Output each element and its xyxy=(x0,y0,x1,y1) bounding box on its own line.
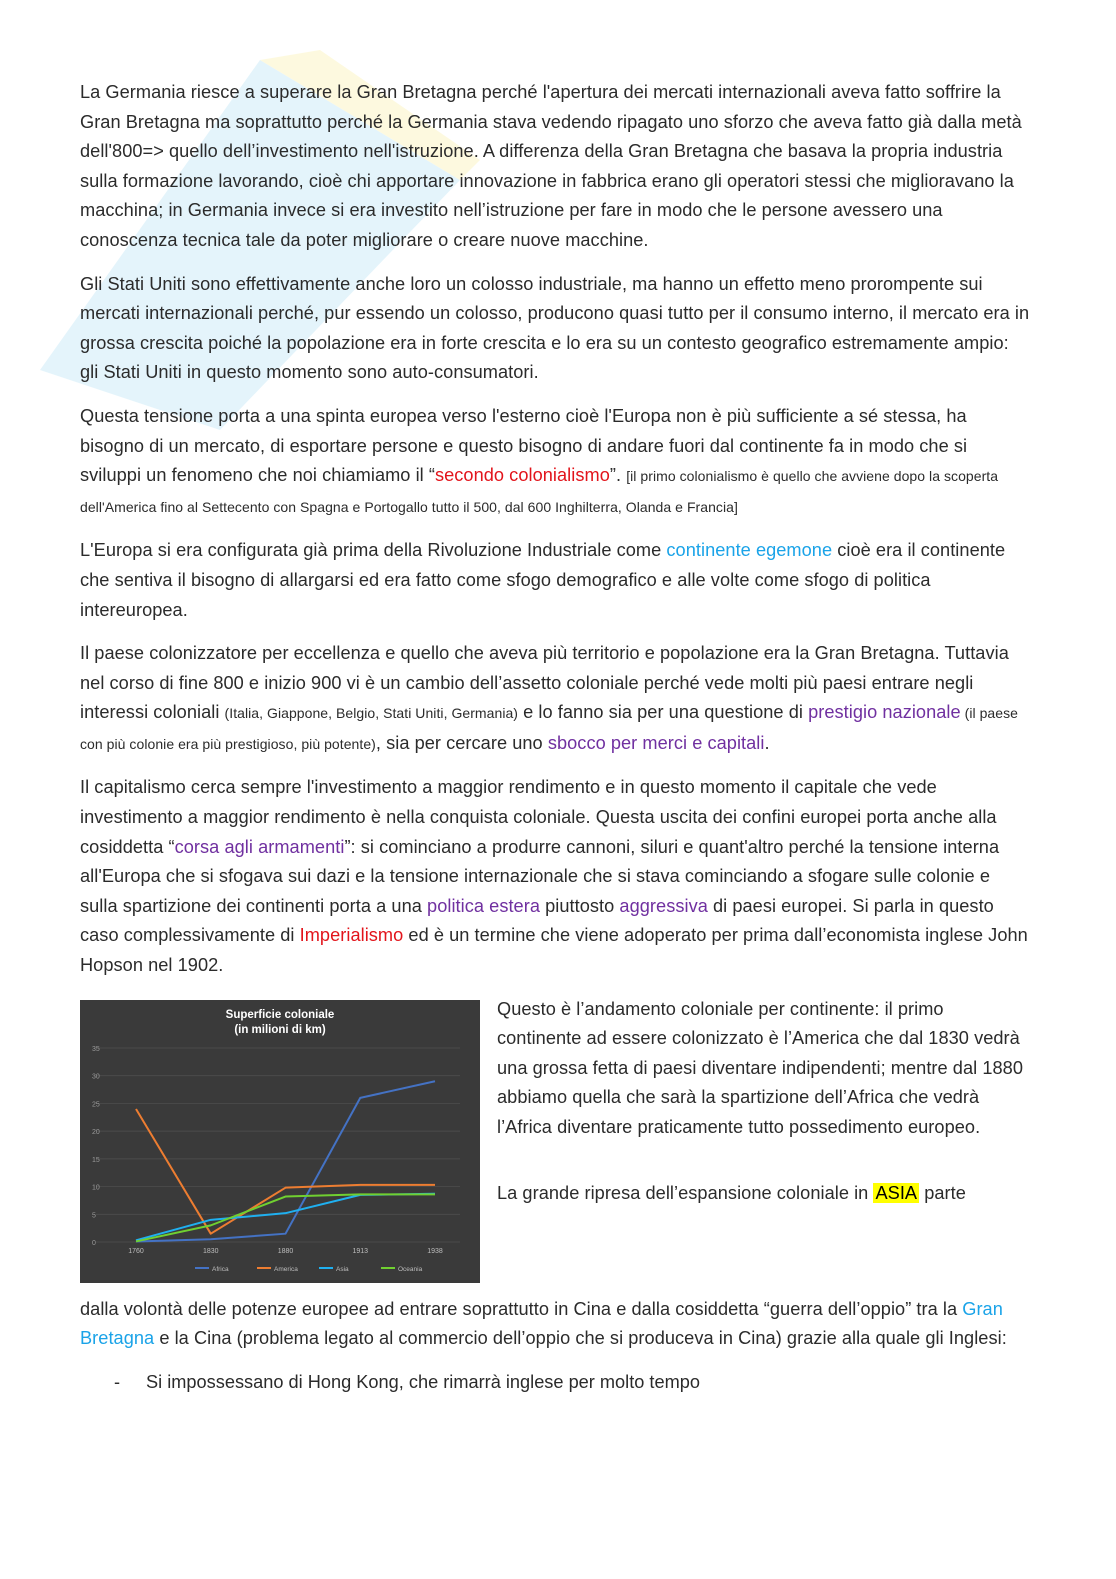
paragraph-germania: La Germania riesce a superare la Gran Bretagna perché l'apertura dei mercati internazionali aveva fatto soffrire la Gran Bretagna ma soprattutto perché la Germania stava vedendo ripagato uno sforzo che aveva fatto già dalla metà dell'800=> quello dell’investimento nell'istruzione. A differenza della Gran Bretagna che basava la propria industria sulla formazione lavorando, cioè chi apportare innovazione in fabbrica erano gli operatori stessi che miglioravano la macchina; in Germania invece si era investito nell’istruzione per fare in modo che le persone avessero una conoscenza tecnica tale da poter migliorare o creare nuove macchine. xyxy=(80,82,1022,250)
bullet-text: Si impossessano di Hong Kong, che rimarrà inglese per molto tempo xyxy=(146,1371,700,1392)
chart-subtitle: (in milioni di km) xyxy=(234,1023,326,1036)
legend-label: America xyxy=(274,1265,298,1273)
chart-svg xyxy=(80,1000,480,1283)
paragraph-paese-colonizzatore: Il paese colonizzatore per eccellenza e quello che aveva più territorio e popolazione era la Gran Bretagna. Tuttavia nel corso di fine 800 e inizio 900 vi è un cambio dell’assetto coloniale perché vede molti più paesi entrare negli interessi coloniali (Italia, Giappone, Belgio, Stati Uniti, Germania) e lo fanno sia per una questione di prestigio nazionale (il paese con più colonie era più prestigioso, più potente), sia per cercare uno sbocco per merci e capitali. xyxy=(80,643,1018,753)
x-tick-label: 1830 xyxy=(202,1247,219,1255)
highlight-secondo-colonialismo: secondo colonialismo xyxy=(434,465,610,486)
highlight-corsa-armamenti: corsa agli armamenti xyxy=(174,836,345,857)
paragraph-guerra-oppio: dalla volontà delle potenze europee ad entrare soprattutto in Cina e dalla cosiddetta “guerra dell’oppio” tra la Gran Bretagna e la Cina (problema legato al commercio dell’oppio che si produceva in Cina) grazie alla quale gli Inglesi: xyxy=(80,1298,1007,1349)
paragraph-asia-start: La grande ripresa dell’espansione coloniale in ASIA parte xyxy=(497,1182,966,1203)
x-tick-label: 1913 xyxy=(352,1247,369,1255)
paragraph-andamento-coloniale: Questo è l’andamento coloniale per continente: il primo continente ad essere colonizzato è l’America che dal 1830 vedrà una grossa fetta di paesi diventare indipendenti; mentre dal 1880 abbiamo quella che sarà la spartizione dell’Africa che vedrà l’Africa diventare praticamente tutto possedimento europeo. xyxy=(497,998,1023,1137)
highlight-politica-estera: politica estera xyxy=(427,895,540,916)
highlight-gran-bretagna: Gran Bretagna xyxy=(80,1298,1003,1349)
x-tick-label: 1880 xyxy=(277,1247,294,1255)
y-tick-label: 10 xyxy=(92,1184,100,1192)
chart-legend xyxy=(195,1266,423,1273)
note-primo-colonialismo: [il primo colonialismo è quello che avviene dopo la scoperta dell'America fino al Settecento con Spagna e Portogallo tutto il 500, dal 600 Inghilterra, Olanda e Francia] xyxy=(80,468,999,515)
document-page xyxy=(80,78,1030,1397)
x-tick-label: 1938 xyxy=(427,1247,443,1255)
highlight-asia: ASIA xyxy=(875,1182,918,1203)
paragraph-capitalismo: Il capitalismo cerca sempre l'investimento a maggior rendimento e in questo momento il capitale che vede investimento a maggior rendimento è nella conquista coloniale. Questa uscita dei confini europei porta anche alla cosiddetta “corsa agli armamenti”: si cominciano a produrre cannoni, siluri e quant'altro perché la tensione interna all'Europa che si sfogava sui dazi e la tensione internazionale che si stava cominciando a sfogare sulle colonie e sulla spartizione dei continenti porta a una politica estera piuttosto aggressiva di paesi europei. Si parla in questo caso complessivamente di Imperialismo ed è un termine che viene adoperato per prima dall’economista inglese John Hopson nel 1902. xyxy=(80,777,1028,976)
paragraph-continente-egemone: L'Europa si era configurata già prima della Rivoluzione Industriale come continente egemone cioè era il continente che sentiva il bisogno di allargarsi ed era fatto come sfogo demografico e alle volte come sfogo di politica intereuropea. xyxy=(80,540,1006,620)
y-tick-label: 0 xyxy=(92,1239,96,1247)
chart-lines xyxy=(136,1081,435,1241)
x-tick-label: 1760 xyxy=(128,1247,144,1255)
series-line-america xyxy=(136,1109,435,1234)
y-tick-label: 30 xyxy=(92,1073,100,1081)
chart-superficie-coloniale xyxy=(80,1000,480,1283)
chart-x-axis xyxy=(128,1248,443,1255)
highlight-sbocco: sbocco per merci e capitali xyxy=(547,732,765,753)
chart-grid xyxy=(92,1046,460,1247)
y-tick-label: 35 xyxy=(92,1045,100,1053)
legend-label: Africa xyxy=(212,1265,229,1273)
chart-description xyxy=(497,995,1030,1209)
figure-row xyxy=(80,995,1030,1295)
highlight-continente-egemone: continente egemone xyxy=(666,540,833,561)
note-prestigio: (il paese con più colonie era più prestigioso, più potente) xyxy=(80,705,1018,752)
paragraph-secondo-colonialismo: Questa tensione porta a una spinta europea verso l'esterno cioè l'Europa non è più sufficiente a sé stessa, ha bisogno di un mercato, di esportare persone e questo bisogno di andare fuori dal continente fa in modo che si sviluppi un fenomeno che noi chiamiamo il “secondo colonialismo”. [il primo colonialismo è quello che avviene dopo la scoperta dell'America fino al Settecento con Spagna e Portogallo tutto il 500, dal 600 Inghilterra, Olanda e Francia] xyxy=(80,405,999,515)
highlight-imperialismo: Imperialismo xyxy=(299,925,404,946)
bullet-dash: - xyxy=(114,1371,121,1392)
list-item xyxy=(80,1368,1030,1398)
highlight-prestigio-nazionale: prestigio nazionale xyxy=(808,702,961,723)
y-tick-label: 15 xyxy=(92,1156,100,1164)
series-line-africa xyxy=(136,1081,435,1241)
y-tick-label: 5 xyxy=(92,1211,96,1219)
y-tick-label: 25 xyxy=(92,1101,100,1109)
y-tick-label: 20 xyxy=(92,1128,100,1136)
paragraph-stati-uniti: Gli Stati Uniti sono effettivamente anche loro un colosso industriale, ma hanno un effetto meno prorompente sui mercati internazionali perché, pur essendo un colosso, producono quasi tutto per il consumo interno, il mercato era in grossa crescita poiché la popolazione era in forte crescita e lo era su un contesto geografico estremamente ampio: gli Stati Uniti in questo momento sono auto-consumatori. xyxy=(80,273,1030,383)
legend-label: Asia xyxy=(336,1265,349,1273)
legend-label: Oceania xyxy=(398,1265,423,1273)
highlight-aggressiva: aggressiva xyxy=(619,895,708,916)
chart-title: Superficie coloniale xyxy=(225,1008,335,1021)
note-paesi: (Italia, Giappone, Belgio, Stati Uniti, Germania) xyxy=(224,705,519,722)
